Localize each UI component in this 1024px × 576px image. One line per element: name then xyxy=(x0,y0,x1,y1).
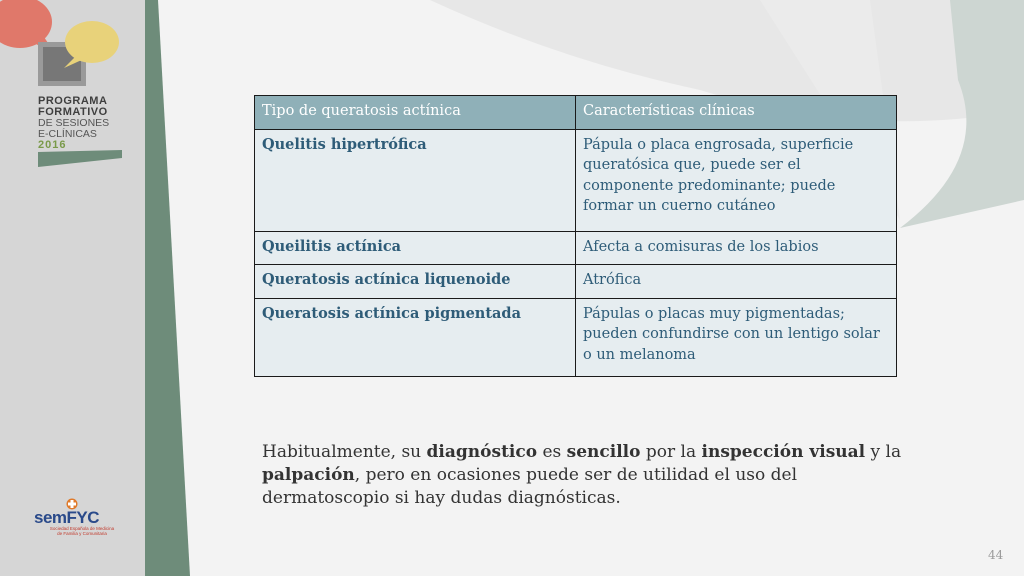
table-row xyxy=(255,129,897,231)
table-row xyxy=(255,231,897,265)
para-bold-palpacion: palpación xyxy=(262,465,355,485)
page-number: 44 xyxy=(988,548,1004,562)
program-title xyxy=(38,96,148,151)
program-year: 2016 xyxy=(38,139,67,151)
program-line-4: E-CLÍNICAS xyxy=(38,128,97,140)
org-name: semFYC xyxy=(34,508,100,527)
org-subtitle-line-2: de Familia y Comunitaria xyxy=(57,531,107,536)
para-text-4: y la xyxy=(865,442,902,462)
para-bold-sencillo: sencillo xyxy=(566,442,641,462)
program-line-2: FORMATIVO xyxy=(38,106,108,118)
row-features: Pápula o placa engrosada, superficie queratósica que, puede ser el componente predominante; puede formar un cuerno cutáneo xyxy=(576,129,897,231)
org-subtitle-line-1: Sociedad Española de Medicina xyxy=(49,526,115,531)
diagnosis-paragraph xyxy=(262,441,902,510)
row-features: Atrófica xyxy=(576,265,897,299)
row-type: Quelitis hipertrófica xyxy=(255,129,576,231)
table-row xyxy=(255,265,897,299)
semfyc-logo xyxy=(30,498,130,538)
row-type: Queratosis actínica pigmentada xyxy=(255,298,576,376)
row-features: Afecta a comisuras de los labios xyxy=(576,231,897,265)
header-type: Tipo de queratosis actínica xyxy=(255,96,576,130)
header-features: Características clínicas xyxy=(576,96,897,130)
table-header-row xyxy=(255,96,897,130)
row-type: Queilitis actínica xyxy=(255,231,576,265)
program-line-3: DE SESIONES xyxy=(38,117,110,129)
para-text-2: es xyxy=(537,442,567,462)
program-line-1: PROGRAMA xyxy=(38,95,108,107)
para-text-3: por la xyxy=(640,442,702,462)
para-bold-diagnostico: diagnóstico xyxy=(426,442,538,462)
para-text-5: , pero en ocasiones puede ser de utilidad el uso del dermatoscopio si hay dudas diagnósticas. xyxy=(262,465,798,508)
para-bold-inspeccion: inspección visual xyxy=(701,442,866,462)
table-row xyxy=(255,298,897,376)
para-text-1: Habitualmente, su xyxy=(262,442,427,462)
org-subtitle xyxy=(34,526,130,536)
row-features: Pápulas o placas muy pigmentadas; pueden confundirse con un lentigo solar o un melanoma xyxy=(576,298,897,376)
row-type: Queratosis actínica liquenoide xyxy=(255,265,576,299)
actinic-keratosis-table xyxy=(254,95,897,377)
